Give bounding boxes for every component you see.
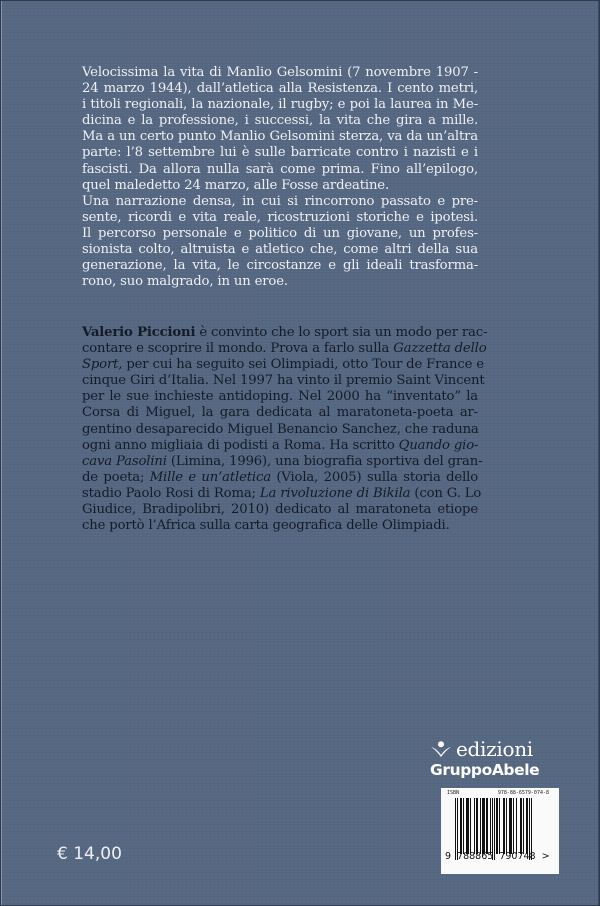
bio-line: cava Pasolini (Limina, 1996), una biografia sportiva del gran-: [82, 453, 483, 469]
isbn-label-row: ISBN 978-88-6579-074-8: [447, 790, 549, 796]
bio-line: ogni anno migliaia di podisti a Roma. Ha scritto Quando gio-: [82, 437, 479, 453]
bio-line: de poeta; Mille e un’atletica (Viola, 2005) sulla storia dello: [82, 469, 478, 485]
publisher-logo: [430, 739, 539, 779]
synopsis-line: Ma a un certo punto Manlio Gelsomini sterza, va da un’altra: [82, 129, 478, 145]
author-name: Valerio Piccioni: [82, 325, 196, 340]
publisher-name: GruppoAbele: [430, 761, 540, 779]
bio-line: che portò l’Africa sulla carta geografica delle Olimpiadi.: [82, 518, 450, 534]
synopsis-line: dicina e la professione, i successi, la vita che gira a mille.: [82, 113, 478, 129]
synopsis-line: i titoli regionali, la nazionale, il rugby; e poi la laurea in Me-: [82, 97, 478, 113]
synopsis-line: Velocissima la vita di Manlio Gelsomini (7 novembre 1907 -: [82, 65, 478, 80]
title-italic: Quando gio-: [398, 437, 479, 453]
title-italic: Mille e un’atletica: [149, 469, 271, 485]
bio-line: gentino desaparecido Miguel Benancio Sanchez, che raduna: [82, 421, 479, 437]
synopsis-text: [82, 65, 478, 290]
title-italic: Sport: [82, 357, 119, 373]
synopsis-line: parte: l’8 settembre lui è sulle barricate contro i nazisti e i: [82, 145, 478, 161]
bio-line: Giudice, Bradipolibri, 2010) dedicato al maratoneta etiope: [82, 502, 478, 518]
publisher-edizioni: edizioni: [456, 737, 533, 761]
book-back-cover: [1, 1, 599, 905]
bio-line: Corsa di Miguel, la gara dedicata al maratoneta-poeta ar-: [82, 405, 478, 421]
bio-line: Valerio Piccioni è convinto che lo sport sia un modo per rac-: [82, 325, 488, 340]
price-label: € 14,00: [57, 844, 122, 864]
bio-line: contare e scoprire il mondo. Prova a farlo sulla Gazzetta dello: [82, 341, 487, 357]
synopsis-line: generazione, la vita, le circostanze e gli ideali trasforma-: [82, 258, 478, 274]
bio-line: Sport, per cui ha seguito sei Olimpiadi, otto Tour de France e: [82, 357, 484, 373]
bio-line: stadio Paolo Rosi di Roma; La rivoluzione di Bikila (con G. Lo: [82, 485, 482, 501]
isbn-barcode: [441, 788, 559, 874]
author-bio: [82, 325, 488, 534]
bio-line: cinque Giri d’Italia. Nel 1997 ha vinto il premio Saint Vincent: [82, 373, 485, 389]
stylized-person-icon: [430, 741, 452, 757]
synopsis-line: quel maledetto 24 marzo, alle Fosse ardeatine.: [82, 177, 390, 193]
synopsis-line: 24 marzo 1944), dall’atletica alla Resistenza. I cento metri,: [82, 81, 478, 97]
title-italic: Gazzetta dello: [393, 341, 487, 357]
synopsis-line: Una narrazione densa, in cui si rincorrono passato e pre-: [82, 193, 478, 209]
title-italic: La rivoluzione di Bikila: [259, 485, 411, 501]
synopsis-line: sente, ricordi e vita reale, ricostruzioni storiche e ipotesi.: [82, 209, 478, 225]
bio-line: per le sue inchieste antidoping. Nel 2000 ha “inventato” la: [82, 389, 478, 405]
ean-digits: 9 788865 790748 >: [445, 851, 550, 862]
synopsis-line: fascisti. Da allora nulla sarà come prima. Fino all’epilogo,: [82, 161, 478, 177]
synopsis-line: sionista colto, altruista e atletico che, come altri della sua: [82, 242, 478, 258]
synopsis-line: rono, suo malgrado, in un eroe.: [82, 274, 288, 290]
title-italic: cava Pasolini: [82, 453, 167, 469]
synopsis-line: Il percorso personale e politico di un giovane, un profes-: [82, 225, 478, 241]
